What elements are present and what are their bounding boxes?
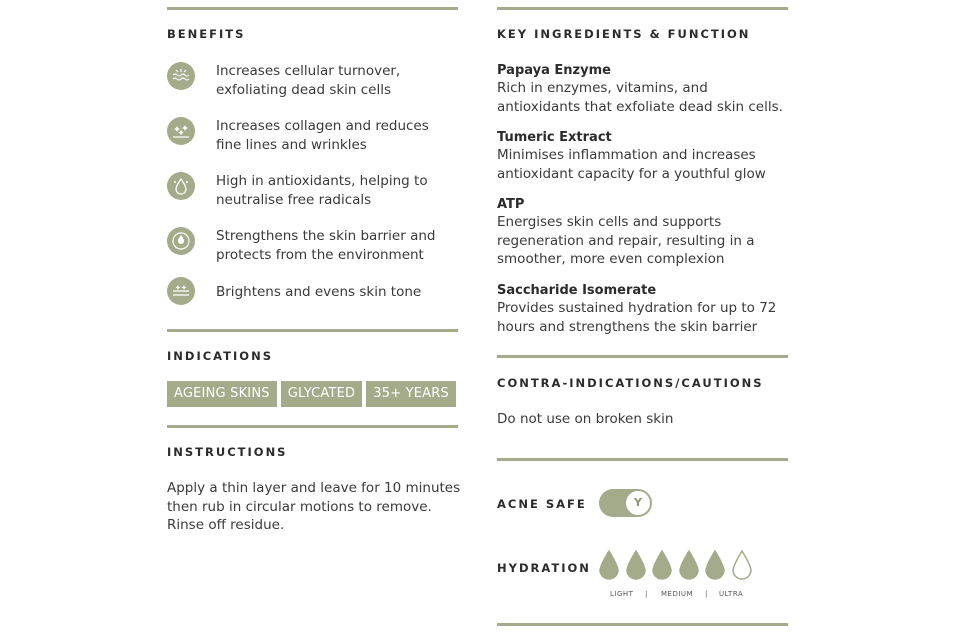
brightening-icon	[167, 277, 195, 305]
ingredient-desc: Energises skin cells and supports	[497, 214, 722, 230]
hydration-label: HYDRATION	[497, 561, 591, 575]
ingredient-desc: antioxidant capacity for a youthful glow	[497, 165, 766, 182]
benefit-text: Increases cellular turnover,	[216, 63, 401, 79]
antioxidant-drops-icon	[167, 172, 195, 200]
scale-ultra: ULTRA	[719, 590, 744, 598]
hydration-drop-icon	[731, 549, 753, 581]
indication-tag: 35+ YEARS	[366, 381, 456, 407]
scale-separator: |	[645, 590, 648, 598]
divider	[497, 355, 788, 358]
instructions-line: Rinse off residue.	[167, 517, 285, 533]
ingredient-item	[497, 282, 797, 336]
ingredient-desc: hours and strengthens the skin barrier	[497, 318, 758, 335]
benefit-text: exfoliating dead skin cells	[216, 81, 392, 98]
ingredient-desc: regeneration and repair, resulting in a	[497, 232, 755, 249]
benefit-text: fine lines and wrinkles	[216, 136, 367, 153]
divider	[167, 425, 458, 428]
indication-tag: GLYCATED	[281, 381, 363, 407]
ingredient-desc: Provides sustained hydration for up to 72	[497, 300, 777, 316]
ingredient-name: Papaya Enzyme	[497, 63, 611, 78]
ingredients-heading: KEY INGREDIENTS & FUNCTION	[497, 27, 751, 41]
contra-text: Do not use on broken skin	[497, 411, 674, 427]
ingredient-desc: Minimises inflammation and increases	[497, 147, 756, 163]
divider	[497, 458, 788, 461]
ingredient-desc: Rich in enzymes, vitamins, and	[497, 80, 708, 96]
benefit-text: Brightens and evens skin tone	[216, 284, 422, 300]
scale-light: LIGHT	[610, 590, 634, 598]
ingredient-name: Tumeric Extract	[497, 130, 612, 145]
benefit-text: Increases collagen and reduces	[216, 118, 429, 134]
hydration-drop-icon	[598, 549, 620, 581]
barrier-drop-icon	[167, 227, 195, 255]
indication-tags	[167, 381, 460, 407]
contra-heading: CONTRA-INDICATIONS/CAUTIONS	[497, 376, 764, 390]
divider	[167, 7, 458, 10]
hydration-drop-icon	[625, 549, 647, 581]
instructions-heading: INSTRUCTIONS	[167, 445, 288, 459]
ingredient-item	[497, 129, 797, 183]
ingredient-item	[497, 62, 797, 116]
benefits-heading: BENEFITS	[167, 27, 246, 41]
divider	[497, 623, 788, 626]
benefit-text: neutralise free radicals	[216, 191, 372, 208]
divider	[497, 7, 788, 10]
instructions-line: then rub in circular motions to remove.	[167, 498, 432, 515]
instructions-line: Apply a thin layer and leave for 10 minutes	[167, 480, 461, 496]
ingredient-desc: antioxidants that exfoliate dead skin cells.	[497, 98, 783, 115]
benefit-text: High in antioxidants, helping to	[216, 173, 428, 189]
scale-medium: MEDIUM	[661, 590, 694, 598]
indication-tag: AGEING SKINS	[167, 381, 277, 407]
hydration-drop-icon	[704, 549, 726, 581]
ingredient-name: ATP	[497, 197, 525, 212]
indications-heading: INDICATIONS	[167, 349, 273, 363]
ingredient-desc: smoother, more even complexion	[497, 251, 725, 267]
divider	[167, 329, 458, 332]
ingredient-name: Saccharide Isomerate	[497, 283, 657, 298]
hydration-drop-icon	[678, 549, 700, 581]
sparkle-collagen-icon	[167, 117, 195, 145]
hydration-drop-icon	[651, 549, 673, 581]
acne-safe-label: ACNE SAFE	[497, 497, 587, 511]
acne-safe-toggle[interactable]	[599, 489, 652, 517]
toggle-knob: Y	[626, 491, 650, 515]
cell-turnover-icon	[167, 62, 195, 90]
benefit-text: Strengthens the skin barrier and	[216, 228, 436, 244]
instructions-text	[167, 479, 467, 535]
benefit-text: protects from the environment	[216, 246, 424, 263]
ingredient-item	[497, 196, 797, 269]
scale-separator: |	[705, 590, 708, 598]
